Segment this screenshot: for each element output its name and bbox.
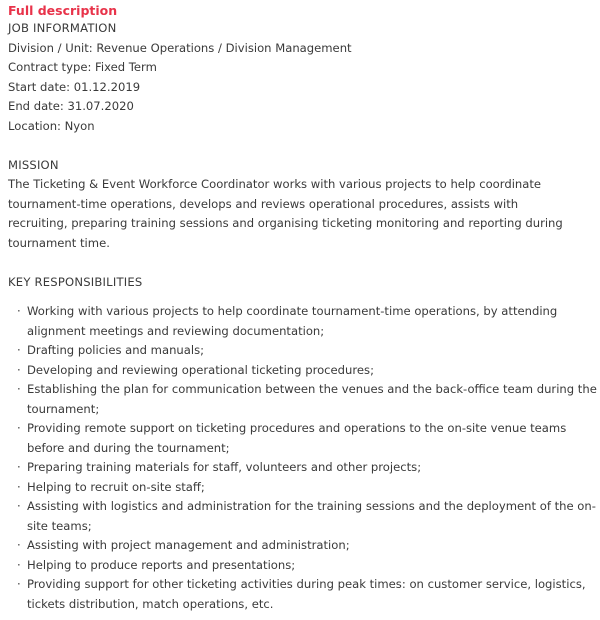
list-item-text: Preparing training materials for staff, volunteers and other projects;	[27, 460, 422, 474]
key-responsibilities-section	[8, 273, 597, 615]
list-item	[8, 458, 597, 478]
list-item-text: Drafting policies and manuals;	[27, 343, 205, 357]
bullet-icon: ·	[17, 479, 21, 494]
bullet-icon: ·	[17, 421, 21, 435]
bullet-icon: ·	[17, 382, 21, 396]
job-information-section	[8, 19, 592, 136]
bullet-icon: ·	[17, 538, 21, 552]
division-line: Division / Unit: Revenue Operations / Division Management	[8, 40, 352, 55]
list-item	[8, 497, 597, 536]
full-description-heading: Full description	[8, 3, 118, 18]
list-item	[8, 380, 597, 419]
list-item	[8, 536, 597, 556]
list-item	[8, 575, 597, 614]
bullet-icon: ·	[17, 577, 21, 591]
bullet-icon: ·	[17, 557, 21, 572]
list-item-text: Establishing the plan for communication between the venues and the back-office team during the tournament;	[27, 382, 597, 416]
mission-title: MISSION	[8, 157, 59, 172]
end-date-line: End date: 31.07.2020	[8, 99, 134, 113]
bullet-icon: ·	[17, 343, 21, 357]
bullet-icon: ·	[17, 304, 21, 318]
list-item-text: Developing and reviewing operational ticketing procedures;	[27, 362, 374, 377]
list-item	[8, 302, 597, 341]
list-item-text: Providing remote support on ticketing procedures and operations to the on-site venue teams before and during the tournament;	[27, 421, 567, 455]
contract-type-line: Contract type: Fixed Term	[8, 60, 157, 74]
job-information-title: JOB INFORMATION	[8, 21, 117, 35]
list-item	[8, 556, 597, 576]
bullet-icon: ·	[17, 362, 21, 377]
mission-text: The Ticketing & Event Workforce Coordinator works with various projects to help coordinate tournament-time operations, develops and reviews operational procedures, assists with recruiting, preparing training sessions and organising ticketing monitoring and reporting during tournament time.	[8, 177, 563, 250]
list-item	[8, 361, 597, 381]
list-item-text: Providing support for other ticketing activities during peak times: on customer service, logistics, tickets distribution, match operations, etc.	[27, 577, 586, 611]
spacer	[8, 253, 592, 273]
list-item-text: Assisting with logistics and administration for the training sessions and the deployment of the on-site teams;	[27, 499, 596, 533]
key-responsibilities-title: KEY RESPONSIBILITIES	[8, 274, 143, 289]
list-item-text: Assisting with project management and administration;	[27, 538, 350, 552]
list-item-text: Working with various projects to help coordinate tournament-time operations, by attending alignment meetings and reviewing documentation;	[27, 304, 558, 338]
bullet-icon: ·	[17, 460, 21, 474]
bullet-icon: ·	[17, 499, 21, 513]
responsibilities-list	[8, 302, 597, 614]
location-line: Location: Nyon	[8, 118, 95, 133]
mission-section	[8, 156, 592, 254]
list-item-text: Helping to produce reports and presentations;	[27, 557, 296, 572]
list-item	[8, 419, 597, 458]
list-item	[8, 478, 597, 498]
list-item	[8, 341, 597, 361]
start-date-line: Start date: 01.12.2019	[8, 79, 141, 94]
spacer	[8, 136, 592, 156]
list-item-text: Helping to recruit on-site staff;	[27, 479, 205, 494]
